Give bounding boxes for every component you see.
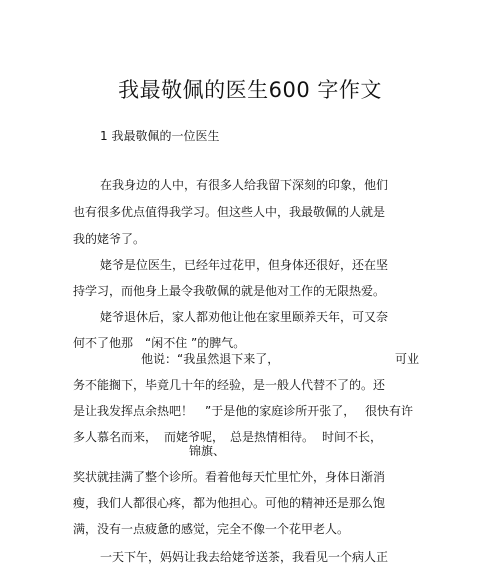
- text-line: 何不了他那 “闲不住 ”的脾气。: [73, 336, 246, 350]
- section-heading: 1 我最敬佩的一位医生: [100, 129, 220, 143]
- text-line: 而姥爷呢，: [164, 430, 225, 444]
- text-line: 总是热情相待。: [230, 430, 315, 444]
- text-line: 在我身边的人中，有很多人给我留下深刻的印象，他们: [100, 178, 389, 192]
- text-line: 可业: [395, 352, 420, 366]
- text-line: 是让我发挥点余热吧！ ”于是他的家庭诊所开张了，: [73, 404, 356, 418]
- text-line: 持学习，而他身上最令我敬佩的就是他对工作的无限热爱。: [73, 284, 386, 298]
- text-line: 也有很多优点值得我学习。但这些人中，我最敬佩的人就是: [73, 205, 386, 219]
- text-line: 他说：“我虽然退下来了，: [141, 352, 280, 366]
- text-line: 时间不长，: [322, 430, 383, 444]
- text-line: 多人慕名而来，: [73, 430, 158, 444]
- text-line: 我的姥爷了。: [73, 232, 146, 246]
- text-line: 务不能搁下，毕竟几十年的经验，是一般人代替不了的。还: [73, 378, 386, 392]
- text-line: 很快有许: [365, 404, 414, 418]
- text-line: 瘦，我们人都很心疼，都为他担心。可他的精神还是那么饱: [73, 496, 386, 510]
- text-line: 满，没有一点疲惫的感觉，完全不像一个花甲老人。: [73, 522, 350, 536]
- text-line: 姥爷退休后，家人都劝他让他在家里颐养天年，可又奈: [100, 310, 389, 324]
- text-line: 一天下午，妈妈让我去给姥爷送茶，我看见一个病人正: [100, 550, 389, 564]
- text-line: 姥爷是位医生，已经年过花甲，但身体还很好，还在坚: [100, 258, 389, 272]
- text-line: 锦旗、: [189, 444, 226, 458]
- document-title: 我最敬佩的医生600 字作文: [118, 78, 382, 102]
- text-line: 奖状就挂满了整个诊所。看着他每天忙里忙外，身体日渐消: [73, 470, 386, 484]
